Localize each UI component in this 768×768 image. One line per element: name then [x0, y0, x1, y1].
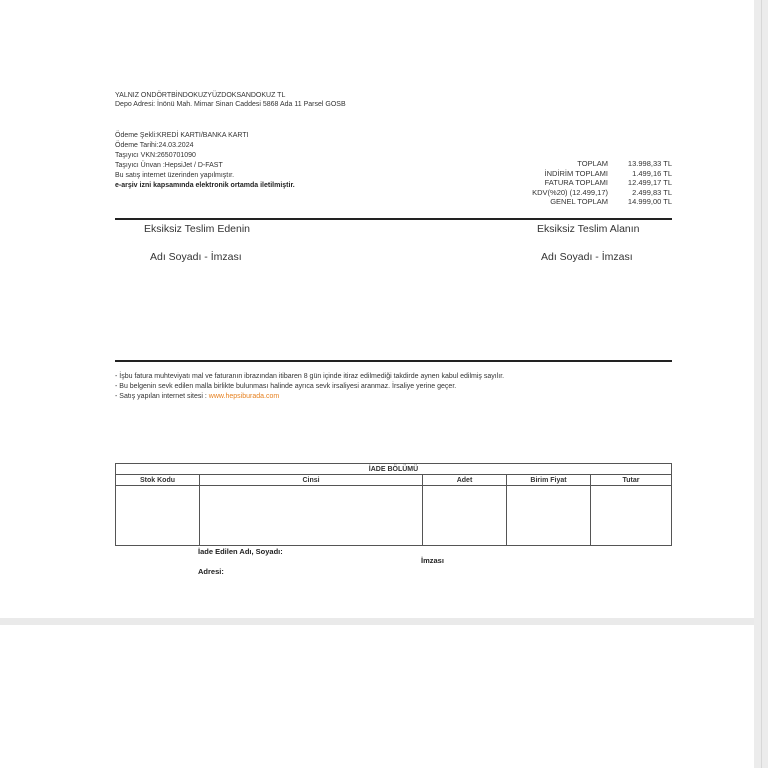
column-header: Tutar [591, 475, 672, 486]
receiver-name-signature: Adı Soyadı - İmzası [541, 251, 633, 263]
signature-top-divider [115, 218, 672, 220]
deliverer-name-signature: Adı Soyadı - İmzası [150, 251, 242, 263]
totals-block [470, 159, 672, 207]
totals-label: İNDİRİM TOPLAMI [544, 168, 608, 178]
table-cell [507, 486, 591, 546]
table-cell [591, 486, 672, 546]
totals-row [470, 188, 672, 198]
return-table-title: İADE BÖLÜMÜ [116, 464, 672, 475]
return-signature-label: İmzası [421, 556, 444, 565]
totals-value: 2.499,83 TL [632, 187, 672, 197]
table-cell [423, 486, 507, 546]
note-site-prefix: - Satış yapılan internet sitesi : [115, 393, 209, 400]
totals-row [470, 197, 672, 207]
earchive-note: e-arşiv izni kapsamında elektronik ortamda iletilmiştir. [115, 182, 295, 189]
page-right-edge [761, 0, 762, 768]
column-header: Adet [423, 475, 507, 486]
totals-label: KDV(%20) (12.499,17) [532, 187, 608, 197]
page-bottom-edge [0, 618, 754, 625]
totals-value: 13.998,33 TL [627, 159, 672, 168]
return-address-label: Adresi: [198, 567, 224, 576]
table-cell [116, 486, 200, 546]
totals-row [470, 178, 672, 188]
payment-method: Ödeme Şekli:KREDİ KARTI/BANKA KARTI [115, 132, 249, 139]
totals-label: FATURA TOPLAMI [544, 178, 608, 187]
column-header: Birim Fiyat [507, 475, 591, 486]
depot-address: Depo Adresi: İnönü Mah. Mimar Sinan Caddesi 5868 Ada 11 Parsel GOSB [115, 101, 346, 108]
deliverer-label: Eksiksiz Teslim Edenin [144, 223, 251, 235]
column-header: Cinsi [200, 475, 423, 486]
totals-row [470, 159, 672, 169]
totals-value: 12.499,17 TL [627, 178, 672, 187]
totals-value: 14.999,00 TL [627, 197, 672, 206]
internet-sale-note: Bu satış internet üzerinden yapılmıştır. [115, 172, 235, 179]
note-line: - İşbu fatura muhteviyatı mal ve faturanın ibrazından itibaren 8 gün içinde itiraz edilmediği takdirde aynen kabul edilmiş sayılır. [115, 373, 505, 380]
carrier-title: Taşıyıcı Ünvan :HepsiJet / D-FAST [115, 162, 223, 169]
legal-notes [115, 372, 504, 402]
receiver-label: Eksiksiz Teslim Alanın [537, 223, 640, 235]
site-link[interactable]: www.hepsiburada.com [208, 393, 280, 400]
returner-name-label: İade Edilen Adı, Soyadı: [198, 547, 283, 556]
column-header: Stok Kodu [116, 475, 200, 486]
return-table [115, 463, 672, 546]
payment-date: Ödeme Tarihi:24.03.2024 [115, 142, 194, 149]
note-line [115, 392, 504, 402]
totals-value: 1.499,16 TL [632, 168, 672, 178]
totals-label: GENEL TOPLAM [550, 197, 608, 206]
totals-row [470, 169, 672, 179]
amount-in-words: YALNIZ ONDÖRTBİNDOKUZYÜZDOKSANDOKUZ TL [115, 92, 286, 99]
carrier-vkn: Taşıyıcı VKN:2650701090 [115, 152, 196, 159]
note-line: - Bu belgenin sevk edilen malla birlikte bulunması halinde ayrıca sevk irsaliyesi aranmaz. İrsaliye yerine geçer. [115, 383, 457, 390]
notes-top-divider [115, 360, 672, 362]
table-cell [200, 486, 423, 546]
totals-label: TOPLAM [577, 159, 608, 168]
